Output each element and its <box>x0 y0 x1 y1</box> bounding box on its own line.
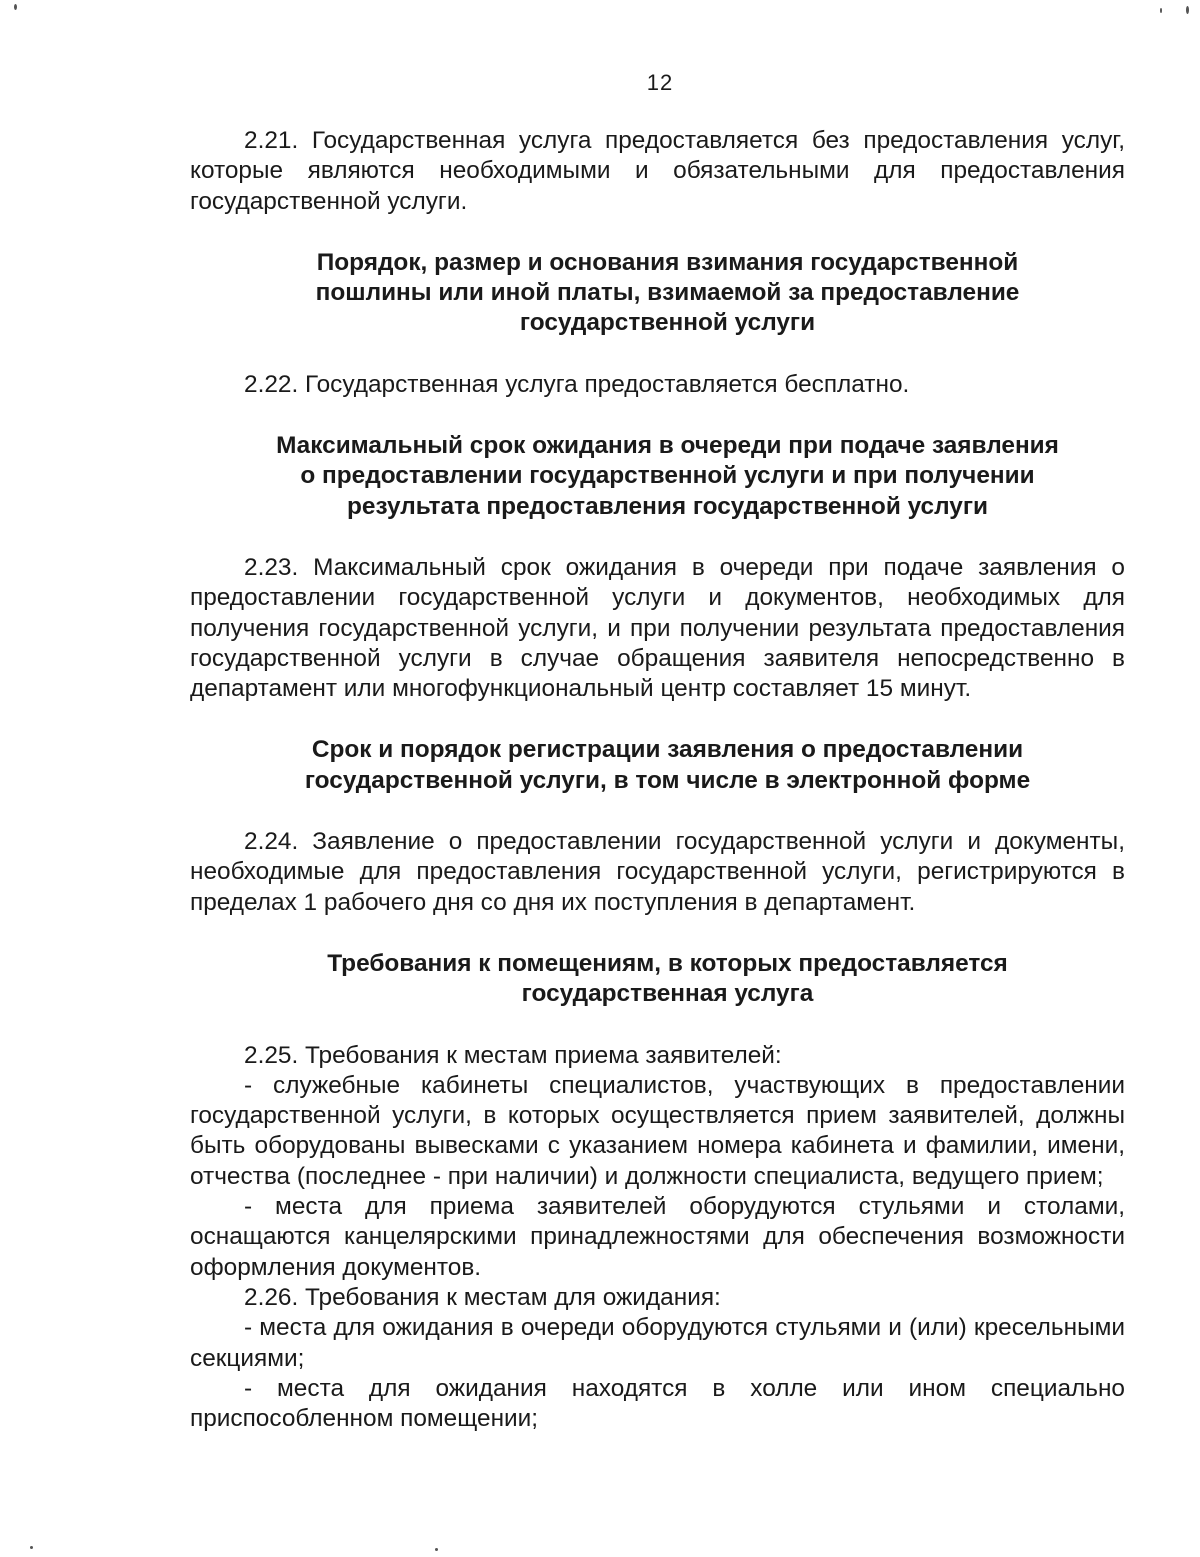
heading-line: Порядок, размер и основания взимания государственной <box>316 248 1019 276</box>
page-number: 12 <box>646 70 674 95</box>
scan-speck <box>435 1548 438 1551</box>
heading-line: о предоставлении государственной услуги и при получении <box>300 462 1035 490</box>
scan-speck <box>30 1546 33 1549</box>
paragraph-2-25: 2.25. Требования к местам приема заявителей: <box>244 1041 782 1069</box>
list-item-offices: - служебные кабинеты специалистов, участвующих в предоставлении государственной услуги, в которых осуществляется прием заявителей, должны быть оборудованы вывесками с указанием номера кабинета и фамилии, имени, отчества (последнее - при наличии) и должности специалиста, ведущего прием; <box>190 1071 1125 1190</box>
scan-speck <box>1160 8 1162 13</box>
heading-line: Требования к помещениям, в которых предоставляется <box>327 949 1008 977</box>
list-item-waiting-seats: - места для ожидания в очереди оборудуются стульями и (или) кресельными секциями; <box>190 1314 1125 1372</box>
list-item-reception-places: - места для приема заявителей оборудуются стульями и столами, оснащаются канцелярскими принадлежностями для обеспечения возможности оформления документов. <box>190 1193 1125 1281</box>
heading-line: государственная услуга <box>521 980 814 1008</box>
paragraph-2-23: 2.23. Максимальный срок ожидания в очереди при подаче заявления о предоставлении государственной услуги и документов, необходимых для получения государственной услуги, и при получении результата предоставления государственной услуги в случае обращения заявителя непосредственно в департамент или многофункциональный центр составляет 15 минут. <box>190 553 1125 703</box>
heading-line: пошлины или иной платы, взимаемой за предоставление <box>315 279 1020 307</box>
heading-state-fee <box>190 248 1125 339</box>
heading-line: Максимальный срок ожидания в очереди при подаче заявления <box>276 432 1059 460</box>
paragraph-2-21: 2.21. Государственная услуга предоставляется без предоставления услуг, которые являются необходимыми и обязательными для предоставления государственной услуги. <box>190 127 1125 215</box>
paragraph-2-24: 2.24. Заявление о предоставлении государственной услуги и документы, необходимые для предоставления государственной услуги, регистрируются в пределах 1 рабочего дня со дня их поступления в департамент. <box>190 828 1125 916</box>
paragraph-2-22: 2.22. Государственная услуга предоставляется бесплатно. <box>244 370 910 398</box>
heading-line: результата предоставления государственной услуги <box>346 492 988 520</box>
document-body <box>190 126 1125 1434</box>
heading-line: Срок и порядок регистрации заявления о предоставлении <box>311 736 1024 764</box>
heading-premises-requirements <box>190 949 1125 1010</box>
list-item-waiting-hall: - места для ожидания находятся в холле или ином специально приспособленном помещении; <box>190 1374 1125 1433</box>
heading-line: государственной услуги <box>519 309 816 337</box>
heading-line: государственной услуги, в том числе в электронной форме <box>304 766 1031 794</box>
heading-queue-time <box>190 431 1125 522</box>
scan-speck <box>1186 6 1189 14</box>
paragraph-2-26: 2.26. Требования к местам для ожидания: <box>244 1283 721 1311</box>
scan-speck <box>14 4 17 10</box>
heading-registration <box>190 735 1125 796</box>
